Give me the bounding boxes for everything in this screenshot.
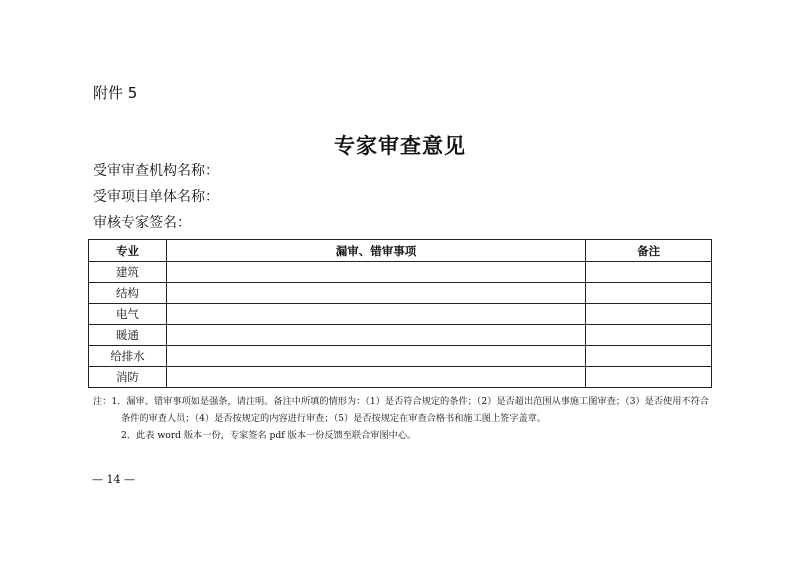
header-discipline: 专业 [89, 240, 167, 262]
table-row [89, 262, 712, 283]
remark-cell[interactable] [586, 346, 712, 367]
discipline-cell: 暖通 [89, 325, 167, 346]
notes-section [93, 393, 711, 444]
field-project-name: 受审项目单体名称： [93, 189, 219, 205]
discipline-cell: 消防 [89, 367, 167, 388]
attachment-label: 附件 5 [93, 84, 138, 102]
note-item: 2．此表 word 版本一份，专家签名 pdf 版本一份反馈至联合审图中心。 [121, 430, 417, 441]
issues-cell[interactable] [166, 367, 585, 388]
field-agency-name: 受审审查机构名称： [93, 163, 219, 179]
remark-cell[interactable] [586, 325, 712, 346]
field-expert-signature: 审核专家签名： [93, 215, 191, 231]
discipline-cell: 电气 [89, 304, 167, 325]
table-row [89, 346, 712, 367]
discipline-cell: 给排水 [89, 346, 167, 367]
note-item: 注：1．漏审、错审事项如是强条，请注明。备注中所填的情形为：（1）是否符合规定的条件；（2）是否超出范围从事施工图审查；（3）是否使用不符合条件的审查人员；（4）是否按规定的内容进行审查；（5）是否按规定在审查合格书和施工图上签字盖章。 [93, 396, 709, 424]
remark-cell[interactable] [586, 304, 712, 325]
table-row [89, 367, 712, 388]
table-header-row [89, 240, 712, 262]
issues-cell[interactable] [166, 346, 585, 367]
table-row [89, 304, 712, 325]
header-remark: 备注 [586, 240, 712, 262]
review-table [88, 239, 712, 388]
page-title: 专家审查意见 [334, 133, 466, 158]
discipline-cell: 建筑 [89, 262, 167, 283]
remark-cell[interactable] [586, 367, 712, 388]
discipline-cell: 结构 [89, 283, 167, 304]
table-row [89, 283, 712, 304]
issues-cell[interactable] [166, 304, 585, 325]
remark-cell[interactable] [586, 262, 712, 283]
issues-cell[interactable] [166, 325, 585, 346]
remark-cell[interactable] [586, 283, 712, 304]
table-row [89, 325, 712, 346]
issues-cell[interactable] [166, 262, 585, 283]
issues-cell[interactable] [166, 283, 585, 304]
header-issues: 漏审、错审事项 [166, 240, 585, 262]
page-number: — 14 — [92, 473, 135, 486]
